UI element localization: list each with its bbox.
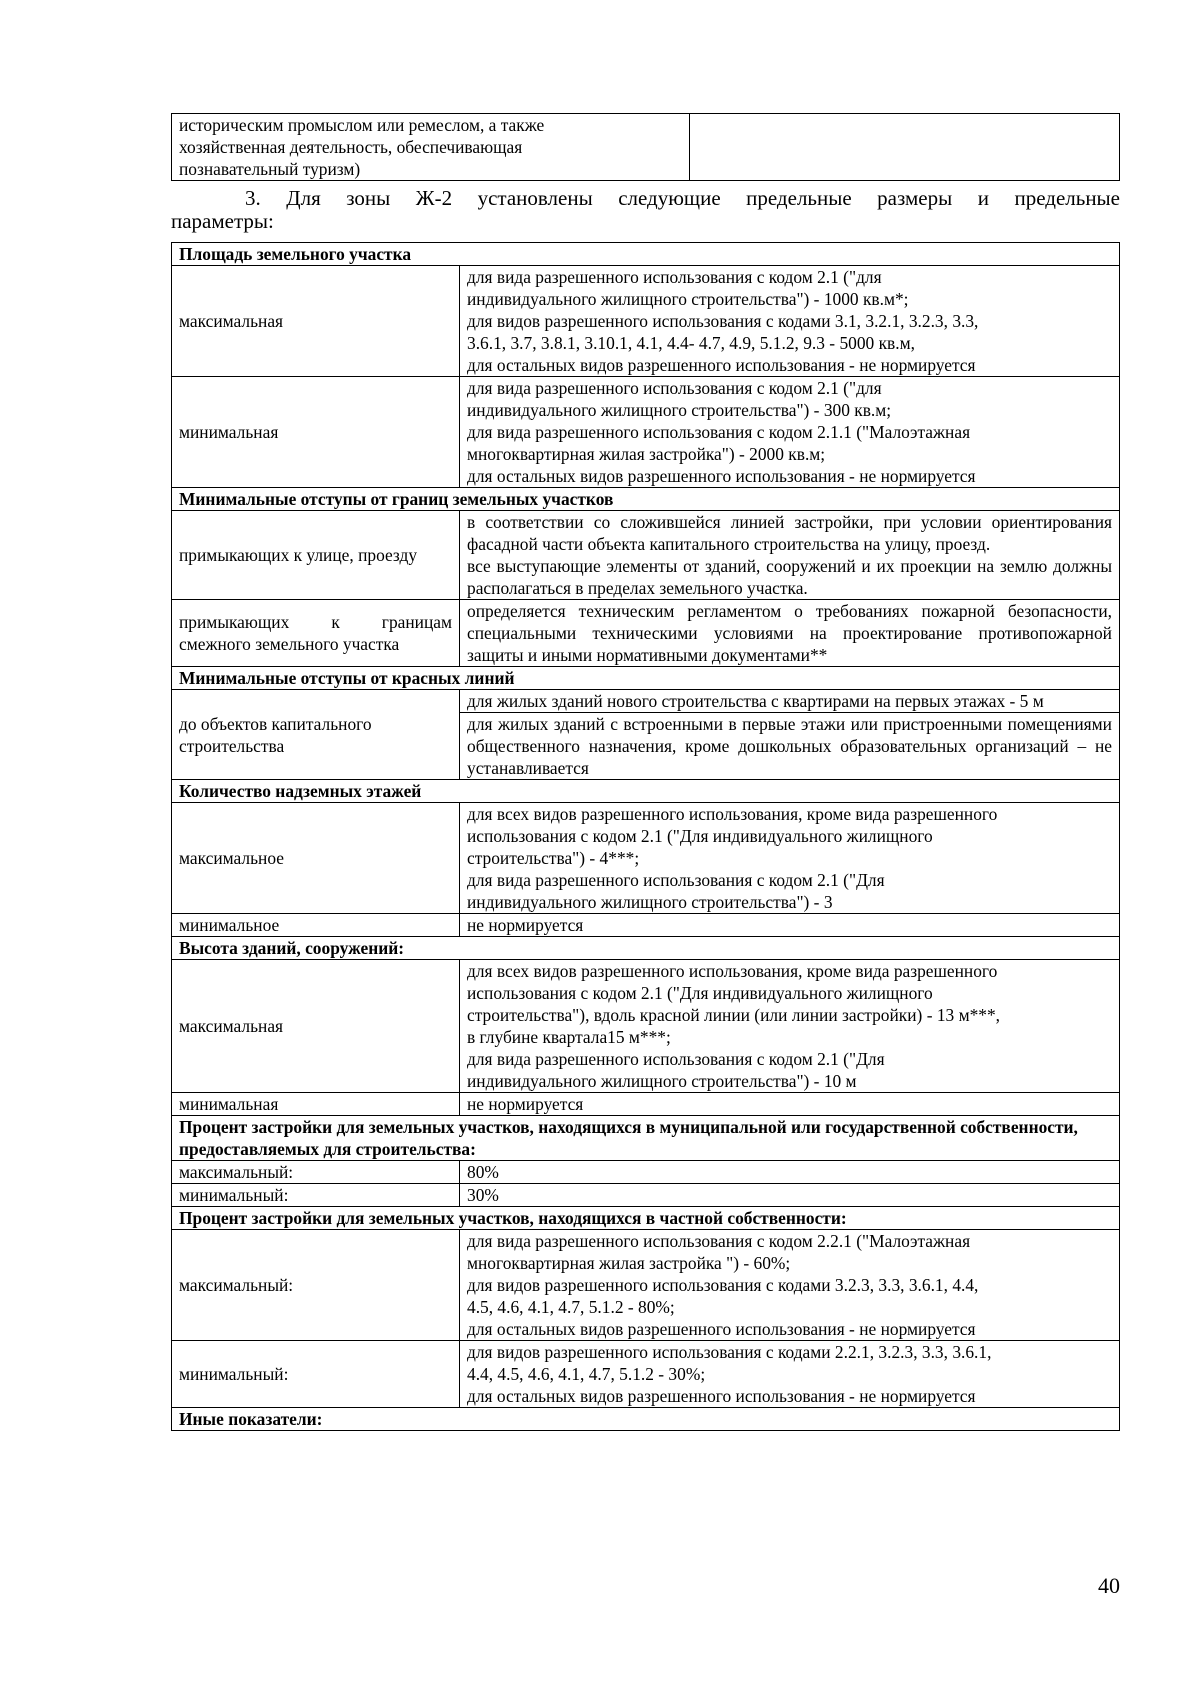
row-value xyxy=(460,511,1120,600)
text-line: 4.5, 4.6, 4.1, 4.7, 5.1.2 - 80%; xyxy=(467,1297,675,1317)
row-label: максимальная xyxy=(172,266,460,377)
row-value: 30% xyxy=(460,1184,1120,1207)
text-line: познавательный туризм) xyxy=(179,159,361,179)
text-line: для всех видов разрешенного использования, кроме вида разрешенного xyxy=(467,804,998,824)
section-header: Минимальные отступы от границ земельных участков xyxy=(172,488,1120,511)
text-line: для видов разрешенного использования с кодами 3.2.3, 3.3, 3.6.1, 4.4, xyxy=(467,1275,979,1295)
table-row xyxy=(172,1161,1120,1184)
text-line: многоквартирная жилая застройка") - 2000 кв.м; xyxy=(467,444,826,464)
section-header-row xyxy=(172,243,1120,266)
section-header-row xyxy=(172,780,1120,803)
text-line: для вида разрешенного использования с кодом 2.1 ("для xyxy=(467,378,882,398)
table-row xyxy=(172,960,1120,1093)
row-value xyxy=(460,1230,1120,1341)
text-line: для вида разрешенного использования с кодом 2.1.1 ("Малоэтажная xyxy=(467,422,971,442)
text-line: для вида разрешенного использования с кодом 2.1 ("для xyxy=(467,267,882,287)
row-value: определяется техническим регламентом о требованиях пожарной безопасности, специальными техническими условиями на проектирование противопожарной защиты и иными нормативными документами** xyxy=(460,600,1120,667)
intro-line-1: 3. Для зоны Ж-2 установлены следующие предельные размеры и предельные xyxy=(245,186,1120,210)
text-line: 4.4, 4.5, 4.6, 4.1, 4.7, 5.1.2 - 30%; xyxy=(467,1364,706,1384)
text-line: строительства"), вдоль красной линии (или линии застройки) - 13 м***, xyxy=(467,1005,1001,1025)
text-line: для остальных видов разрешенного использования - не нормируется xyxy=(467,355,976,375)
text-line: использования с кодом 2.1 ("Для индивидуального жилищного xyxy=(467,983,933,1003)
text-line: для остальных видов разрешенного использования - не нормируется xyxy=(467,1386,976,1406)
row-label: минимальная xyxy=(172,377,460,488)
text-line: для видов разрешенного использования с кодами 3.1, 3.2.1, 3.2.3, 3.3, xyxy=(467,311,979,331)
row-value xyxy=(460,377,1120,488)
row-label: минимальный: xyxy=(172,1184,460,1207)
text-line: индивидуального жилищного строительства") - 1000 кв.м*; xyxy=(467,289,909,309)
table-row xyxy=(172,1341,1120,1408)
page-number: 40 xyxy=(1098,1573,1120,1598)
text-line: историческим промыслом или ремеслом, а также xyxy=(179,115,545,135)
section-header: Иные показатели: xyxy=(172,1408,1120,1431)
table-row xyxy=(172,914,1120,937)
text-paragraph: в соответствии со сложившейся линией застройки, при условии ориентирования фасадной части объекта капитального строительства на улицу, проезд. xyxy=(467,512,1112,554)
row-label: максимальный: xyxy=(172,1161,460,1184)
text-line: для всех видов разрешенного использования, кроме вида разрешенного xyxy=(467,961,998,981)
table-row xyxy=(172,511,1120,600)
text-line: для вида разрешенного использования с кодом 2.2.1 ("Малоэтажная xyxy=(467,1231,971,1251)
table-row xyxy=(172,377,1120,488)
section-header-row xyxy=(172,1116,1120,1161)
section-header: Процент застройки для земельных участков, находящихся в частной собственности: xyxy=(172,1207,1120,1230)
row-label: максимальная xyxy=(172,960,460,1093)
row-label: минимальное xyxy=(172,914,460,937)
text-line: индивидуального жилищного строительства") - 3 xyxy=(467,892,833,912)
row-value: для жилых зданий нового строительства с квартирами на первых этажах - 5 м xyxy=(460,690,1120,713)
row-value: 80% xyxy=(460,1161,1120,1184)
row-value: для жилых зданий с встроенными в первые этажи или пристроенными помещениями общественного назначения, кроме дошкольных образовательных организаций – не устанавливается xyxy=(460,713,1120,780)
section-header: Процент застройки для земельных участков, находящихся в муниципальной или государственной собственности, предоставляемых для строительства: xyxy=(172,1116,1120,1161)
table-row xyxy=(172,114,1120,181)
row-value xyxy=(460,960,1120,1093)
row-label: максимальный: xyxy=(172,1230,460,1341)
table-row xyxy=(172,600,1120,667)
text-line: хозяйственная деятельность, обеспечивающая xyxy=(179,137,523,157)
section-header: Минимальные отступы от красных линий xyxy=(172,667,1120,690)
text-line: для видов разрешенного использования с кодами 2.2.1, 3.2.3, 3.3, 3.6.1, xyxy=(467,1342,992,1362)
text-line: для вида разрешенного использования с кодом 2.1 ("Для xyxy=(467,870,885,890)
text-line: для вида разрешенного использования с кодом 2.1 ("Для xyxy=(467,1049,885,1069)
section-header-row xyxy=(172,937,1120,960)
row-label: минимальный: xyxy=(172,1341,460,1408)
table-row xyxy=(172,803,1120,914)
continuation-right-cell xyxy=(690,114,1120,181)
section-header-row xyxy=(172,667,1120,690)
section-header-row xyxy=(172,1408,1120,1431)
row-label: минимальная xyxy=(172,1093,460,1116)
text-line: индивидуального жилищного строительства") - 300 кв.м; xyxy=(467,400,892,420)
section-header: Площадь земельного участка xyxy=(172,243,1120,266)
table-row xyxy=(172,1093,1120,1116)
section-header-row xyxy=(172,1207,1120,1230)
row-value xyxy=(460,803,1120,914)
text-paragraph: все выступающие элементы от зданий, сооружений и их проекции на землю должны располагаться в пределах земельного участка. xyxy=(467,556,1112,598)
row-value xyxy=(460,1341,1120,1408)
row-label: максимальное xyxy=(172,803,460,914)
section-header: Высота зданий, сооружений: xyxy=(172,937,1120,960)
parameters-table xyxy=(171,242,1120,1431)
row-value xyxy=(460,266,1120,377)
table-row xyxy=(172,1184,1120,1207)
continuation-left-cell xyxy=(172,114,690,181)
section-header: Количество надземных этажей xyxy=(172,780,1120,803)
table-row xyxy=(172,1230,1120,1341)
text-line: индивидуального жилищного строительства") - 10 м xyxy=(467,1071,857,1091)
text-line: в глубине квартала15 м***; xyxy=(467,1027,671,1047)
table-row xyxy=(172,690,1120,713)
row-label: примыкающих к улице, проезду xyxy=(172,511,460,600)
text-line: для остальных видов разрешенного использования - не нормируется xyxy=(467,466,976,486)
row-value: не нормируется xyxy=(460,914,1120,937)
text-line: 3.6.1, 3.7, 3.8.1, 3.10.1, 4.1, 4.4- 4.7, 4.9, 5.1.2, 9.3 - 5000 кв.м, xyxy=(467,333,915,353)
text-line: использования с кодом 2.1 ("Для индивидуального жилищного xyxy=(467,826,933,846)
intro-line-2: параметры: xyxy=(171,209,274,233)
intro-paragraph xyxy=(171,187,1120,233)
text-line: для остальных видов разрешенного использования - не нормируется xyxy=(467,1319,976,1339)
text-line: строительства") - 4***; xyxy=(467,848,640,868)
section-header-row xyxy=(172,488,1120,511)
row-label: до объектов капитального строительства xyxy=(172,690,460,780)
text-line: многоквартирная жилая застройка ") - 60%; xyxy=(467,1253,791,1273)
row-value: не нормируется xyxy=(460,1093,1120,1116)
row-label: примыкающих к границам смежного земельного участка xyxy=(172,600,460,667)
table-row xyxy=(172,266,1120,377)
continuation-table xyxy=(171,113,1120,181)
